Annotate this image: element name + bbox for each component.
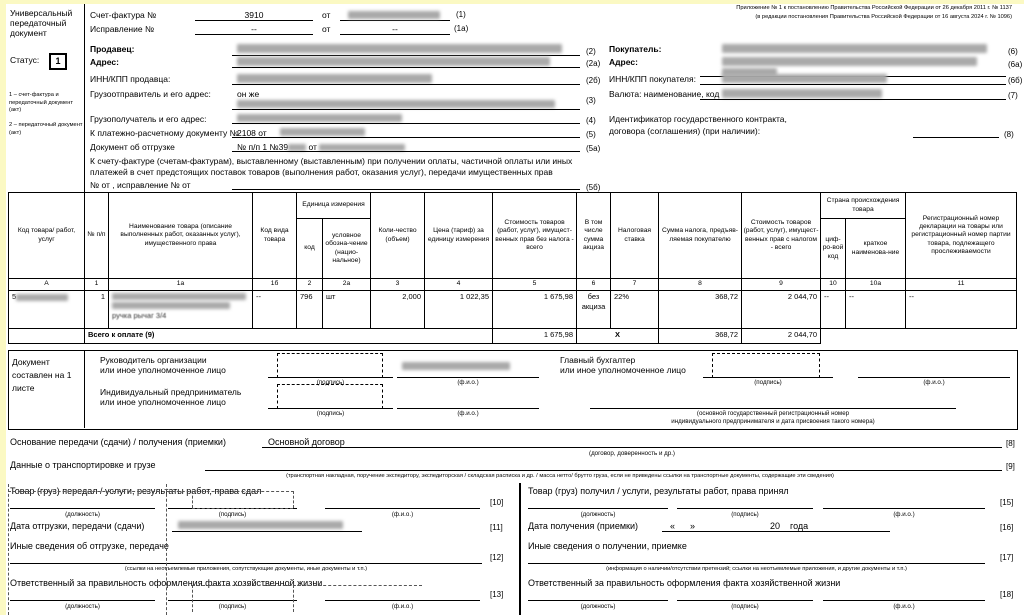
received-signature-line <box>677 498 813 509</box>
ref-17: [17] <box>1000 553 1014 562</box>
item-code-redacted <box>16 294 68 301</box>
head-signer-label-1: Руководитель организации <box>100 355 207 365</box>
item-name-tail: ручка рычаг 3/4 <box>112 311 167 320</box>
col-code-4: 4 <box>425 279 493 291</box>
receive-date-year-word: года <box>790 521 809 531</box>
accountant-name-line <box>858 367 1010 378</box>
entrepreneur-label-1: Индивидуальный предприниматель <box>100 387 242 397</box>
ship-date-line <box>172 520 362 532</box>
ref-12: [12] <box>490 553 504 562</box>
ogrn-caption-2: индивидуального предпринимателя и дата присвоения такого номера) <box>671 418 875 425</box>
stamp-dash-box-left <box>192 491 193 508</box>
handed-position-line <box>10 498 155 509</box>
seller-ref-4: (4) <box>586 116 596 125</box>
ship-date-label: Дата отгрузки, передачи (сдачи) <box>10 521 145 531</box>
bottom-center-divider <box>519 483 521 615</box>
receive-date-line <box>662 520 890 532</box>
stamp-dash-left-edge <box>8 484 9 615</box>
seller-ref-2: (2) <box>586 47 596 56</box>
col-code-9: 9 <box>742 279 821 291</box>
col-header-kind-code: Код вида товара <box>253 193 297 279</box>
col-code-11: 11 <box>906 279 1017 291</box>
gov-contract-label-1: Идентификатор государственного контракта, <box>609 114 787 124</box>
receive-resp-signature-caption: (подпись) <box>731 603 759 610</box>
ship-resp-name-caption: (ф.и.о.) <box>391 603 414 610</box>
head-signature-line <box>268 367 393 378</box>
transfer-basis-value: Основной договор <box>268 437 345 447</box>
buyer-ref-8: (8) <box>1004 130 1014 139</box>
col-header-tax-amount: Сумма налога, предъяв-ляемая покупателю <box>659 193 742 279</box>
shipping-doc-ot: от <box>308 142 317 152</box>
ogrn-line <box>590 398 956 409</box>
ref-13: [13] <box>490 590 504 599</box>
col-code-7: 7 <box>611 279 659 291</box>
buyer-label: Покупатель: <box>609 44 662 54</box>
receive-other-label: Иные сведения о получении, приемке <box>528 541 687 551</box>
cell-unit-symbol: шт <box>323 291 371 329</box>
col-header-amount-wo-tax: Стоимость товаров (работ, услуг), имущест-венных прав без налога - всего <box>493 193 577 279</box>
receive-date-close-quote: » <box>690 521 696 531</box>
cell-line-no: 1 <box>85 291 109 329</box>
entrepreneur-signature-caption: (подпись) <box>316 410 345 417</box>
currency-line <box>700 88 1006 100</box>
seller-name-line <box>232 44 580 56</box>
transfer-basis-line <box>262 436 1002 448</box>
col-code-2: 2 <box>297 279 323 291</box>
table-row <box>9 291 1017 329</box>
buyer-ref-7: (7) <box>1008 91 1018 100</box>
correction-date-value: -- <box>392 24 398 34</box>
invoice-ref-1: (1) <box>456 10 466 19</box>
received-signature-caption: (подпись) <box>731 511 759 518</box>
total-x-mark: X <box>577 329 659 344</box>
receive-date-year: 20 <box>770 521 781 531</box>
transfer-basis-label: Основание передачи (сдачи) / получения (приемки) <box>10 437 226 447</box>
item-name-redacted-1 <box>112 293 246 300</box>
doc-type-title: Универсальный передаточный документ <box>10 8 73 39</box>
stamp-dash-box2-right <box>293 585 294 612</box>
item-code-prefix: 5 <box>12 292 17 301</box>
cell-kind-code: -- <box>253 291 297 329</box>
accountant-name-caption: (ф.и.о.) <box>923 379 945 386</box>
col-code-5: 5 <box>493 279 577 291</box>
buyer-ref-6b: (6б) <box>1008 76 1023 85</box>
seller-inn-label: ИНН/КПП продавца: <box>90 74 171 84</box>
shipping-doc-label: Документ об отгрузке <box>90 142 175 152</box>
cell-price: 1 022,35 <box>425 291 493 329</box>
goods-handed-title: Товар (груз) передал / услуги, результаты работ, права сдал <box>10 486 262 496</box>
stamp-dash-middle <box>166 484 167 615</box>
appendix-line-2: (в редакции постановления Правительства Российской Федерации от 16 августа 2024 г. № 1096) <box>755 14 1012 20</box>
stamp-dash-box-bottom <box>192 508 293 509</box>
goods-received-title: Товар (груз) получил / услуги, результаты работ, права принял <box>528 486 789 496</box>
entrepreneur-name-caption: (ф.и.о.) <box>457 410 479 417</box>
col-header-line-no: № п/п <box>85 193 109 279</box>
invoice-ref-1a: (1а) <box>454 24 469 33</box>
shipper-line <box>232 99 580 110</box>
ref-15: [15] <box>1000 498 1014 507</box>
col-code-10: 10 <box>821 279 846 291</box>
ref-10: [10] <box>490 498 504 507</box>
consignee-label: Грузополучатель и его адрес: <box>90 114 207 124</box>
receive-other-line <box>528 553 985 564</box>
receive-resp-signature-line <box>677 590 813 601</box>
ref-16: [16] <box>1000 523 1014 532</box>
cell-country-name: -- <box>846 291 906 329</box>
ogrn-caption-1: (основной государственный регистрационный номер <box>696 410 850 417</box>
signature-frame-divider <box>84 350 85 428</box>
col-code-6: 6 <box>577 279 611 291</box>
accountant-signature-line <box>703 367 833 378</box>
col-code-1: 1 <box>85 279 109 291</box>
receive-date-label: Дата получения (приемки) <box>528 521 638 531</box>
receive-resp-position-caption: (должность) <box>580 603 616 610</box>
transport-label: Данные о транспортировке и грузе <box>10 460 156 470</box>
seller-label: Продавец: <box>90 44 135 54</box>
accountant-label-1: Главный бухгалтер <box>560 355 636 365</box>
cell-name <box>109 291 253 329</box>
col-code-2a: 2а <box>323 279 371 291</box>
seller-address-line <box>232 56 580 68</box>
correction-label: Исправление № <box>90 24 155 34</box>
col-header-name: Наименование товара (описание выполненных работ, оказанных услуг), имущественного права <box>109 193 253 279</box>
head-signature-caption: (подпись) <box>316 379 345 386</box>
receive-date-open-quote: « <box>670 521 676 531</box>
total-empty-cell <box>9 329 85 344</box>
advance-note-line1: К счету-фактуре (счетам-фактурам), выставленному (выставленным) при получении оплаты, частичной оплаты или иных <box>90 156 573 166</box>
buyer-address-label: Адрес: <box>609 57 638 67</box>
shipper-value: он же <box>237 89 260 99</box>
correction-number-value: -- <box>251 24 257 34</box>
col-header-declaration: Регистрационный номер декларации на товары или регистрационный номер партии товара, подлежащего прослеживаемости <box>906 193 1017 279</box>
received-name-caption: (ф.и.о.) <box>893 511 915 518</box>
total-row <box>9 329 1017 344</box>
cell-declaration: -- <box>906 291 1017 329</box>
stamp-dash-box2-left <box>192 585 193 612</box>
receive-other-caption: (информация о наличии/отсутствии претензий; ссылки на неотъемлемые приложения, и другие документы и т.п.) <box>606 566 907 572</box>
cell-country-code: -- <box>821 291 846 329</box>
entrepreneur-signature-line <box>268 398 393 409</box>
seller-ref-2a: (2а) <box>586 59 601 68</box>
receive-responsible-label: Ответственный за правильность оформления факта хозяйственной жизни <box>528 578 841 588</box>
seller-address-label: Адрес: <box>90 57 119 67</box>
handed-name-caption: (ф.и.о.) <box>391 511 414 518</box>
ship-responsible-label: Ответственный за правильность оформления факта хозяйственной жизни <box>10 578 323 588</box>
received-position-caption: (должность) <box>580 511 616 518</box>
handed-position-caption: (должность) <box>65 511 100 518</box>
col-code-1a: 1а <box>109 279 253 291</box>
buyer-name-redacted <box>722 44 987 53</box>
total-blank-area <box>821 329 1017 344</box>
buyer-inn-label: ИНН/КПП покупателя: <box>609 74 696 84</box>
invoice-number-label: Счет-фактура № <box>90 10 157 20</box>
buyer-inn-line <box>700 73 1006 85</box>
cell-excise: без акциза <box>577 291 611 329</box>
gov-contract-label-2: договора (соглашения) (при наличии): <box>609 126 761 136</box>
col-header-tax-rate: Налоговая ставка <box>611 193 659 279</box>
handed-name-line <box>325 498 480 509</box>
col-header-unit-code: код <box>297 219 323 279</box>
cell-tax-amount: 368,72 <box>659 291 742 329</box>
seller-ref-5: (5) <box>586 130 596 139</box>
col-header-country-name: краткое наименова-ние <box>846 219 906 279</box>
total-tax-amount: 368,72 <box>659 329 742 344</box>
receive-resp-name-caption: (ф.и.о.) <box>893 603 915 610</box>
seller-ref-5b: (5б) <box>586 183 601 192</box>
status-legend-2: 2 – передаточный документ (акт) <box>9 122 83 136</box>
col-code-1b: 1б <box>253 279 297 291</box>
total-amount-wo-tax: 1 675,98 <box>493 329 577 344</box>
ship-resp-name-line <box>325 590 480 601</box>
seller-ref-2b: (2б) <box>586 76 601 85</box>
col-header-qty: Коли-чество (объем) <box>371 193 425 279</box>
consignee-line <box>232 113 580 124</box>
ship-resp-position-caption: (должность) <box>65 603 100 610</box>
handed-signature-caption: (подпись) <box>218 511 247 518</box>
received-name-line <box>823 498 985 509</box>
payment-doc-line <box>232 127 580 138</box>
buyer-ref-6: (6) <box>1008 47 1018 56</box>
col-code-10a: 10а <box>846 279 906 291</box>
gov-contract-line <box>913 127 999 138</box>
goods-table <box>8 192 1017 344</box>
accountant-label-2: или иное уполномоченное лицо <box>560 365 686 375</box>
invoice-ot-label: от <box>322 10 331 20</box>
ship-resp-signature-caption: (подпись) <box>218 603 247 610</box>
shipping-doc-number: № п/п 1 №39 <box>237 142 289 152</box>
entrepreneur-name-line <box>397 398 539 409</box>
receive-resp-name-line <box>823 590 985 601</box>
total-label: Всего к оплате (9) <box>85 329 493 344</box>
appendix-line-1: Приложение № 1 к постановлению Правительства Российской Федерации от 26 декабря 2011 г. № 1137 <box>736 5 1012 11</box>
shipper-label: Грузоотправитель и его адрес: <box>90 89 211 99</box>
item-name-redacted-2 <box>112 302 230 309</box>
shipping-doc-line <box>232 141 580 152</box>
buyer-address-redacted <box>722 57 977 66</box>
sidebar-divider <box>84 4 85 192</box>
status-legend-1: 1 – счет-фактура и передаточный документ (акт) <box>9 92 73 114</box>
ship-other-line <box>10 553 482 564</box>
col-code-3: 3 <box>371 279 425 291</box>
payment-doc-label: К платежно-расчетному документу № <box>90 128 239 138</box>
cell-amount-wo-tax: 1 675,98 <box>493 291 577 329</box>
advance-note-line3: № от , исправление № от <box>90 180 191 190</box>
received-position-line <box>528 498 668 509</box>
col-header-price: Цена (тариф) за единицу измерения <box>425 193 493 279</box>
seller-inn-line <box>232 73 580 85</box>
stamp-dash-strike-2 <box>192 585 422 586</box>
ship-other-label: Иные сведения об отгрузке, передаче <box>10 541 169 551</box>
stamp-dash-top <box>8 491 294 492</box>
ref-9: [9] <box>1006 462 1015 471</box>
entrepreneur-label-2: или иное уполномоченное лицо <box>100 397 226 407</box>
col-code-8: 8 <box>659 279 742 291</box>
total-amount-with-tax: 2 044,70 <box>742 329 821 344</box>
stamp-dash-box-right <box>293 491 294 508</box>
invoice-date-redacted <box>348 11 440 19</box>
seller-ref-5a: (5а) <box>586 144 601 153</box>
col-header-excise: В том числе сумма акциза <box>577 193 611 279</box>
buyer-ref-6a: (6а) <box>1008 60 1023 69</box>
head-name-line <box>397 367 539 378</box>
cell-qty: 2,000 <box>371 291 425 329</box>
col-code-a: А <box>9 279 85 291</box>
currency-label: Валюта: наименование, код <box>609 89 720 99</box>
ship-resp-signature-line <box>168 590 297 601</box>
status-value-box: 1 <box>49 53 67 70</box>
accountant-signature-caption: (подпись) <box>754 379 782 386</box>
status-label: Статус: <box>10 55 40 65</box>
col-header-country-code: циф-ро-вой код <box>821 219 846 279</box>
ref-18: [18] <box>1000 590 1014 599</box>
cell-amount-with-tax: 2 044,70 <box>742 291 821 329</box>
transport-caption: (транспортная накладная, поручение экспедитору, экспедиторская / складская расписка и др. / масса нетто/ брутто груза, если не приведены ссылки на транспортные документы, содержащие эти сведения) <box>286 473 834 479</box>
payment-doc-value: 2108 от <box>237 128 267 138</box>
receive-resp-position-line <box>528 590 668 601</box>
ship-resp-position-line <box>10 590 155 601</box>
head-signer-label-2: или иное уполномоченное лицо <box>100 365 226 375</box>
ref-8: [8] <box>1006 439 1015 448</box>
transfer-basis-caption: (договор, доверенность и др.) <box>589 450 675 457</box>
col-header-unit-symbol: условное обозна-чение (нацио-нальное) <box>323 219 371 279</box>
ship-other-caption: (ссылки на неотъемлемые приложения, сопутствующие документы, иные документы и т.п.) <box>124 566 368 572</box>
col-header-item-code: Код товара/ работ, услуг <box>9 193 85 279</box>
seller-ref-3: (3) <box>586 96 596 105</box>
cell-tax-rate: 22% <box>611 291 659 329</box>
advance-line <box>232 179 580 190</box>
cell-item-code <box>9 291 85 329</box>
correction-ot-label: от <box>322 24 331 34</box>
col-group-unit: Единица измерения <box>297 193 371 219</box>
cell-unit-code: 796 <box>297 291 323 329</box>
ref-11: [11] <box>490 523 503 532</box>
col-group-country: Страна происхождения товара <box>821 193 906 219</box>
advance-note-line2: платежей в счет предстоящих поставок товаров (выполнения работ, оказания услуг), передачи имущественных прав <box>90 167 553 177</box>
transport-line <box>205 459 1002 471</box>
col-header-amount-with-tax: Стоимость товаров (работ, услуг), имущест-венных прав с налогом - всего <box>742 193 821 279</box>
invoice-number-value: 3910 <box>244 10 264 20</box>
pages-note: Документ составлен на 1 листе <box>12 357 72 393</box>
head-name-caption: (ф.и.о.) <box>457 379 479 386</box>
